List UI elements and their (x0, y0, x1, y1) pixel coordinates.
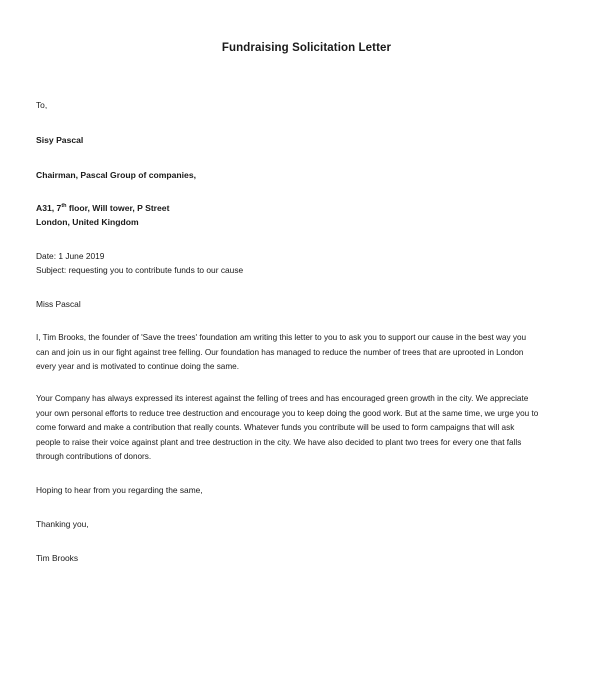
greeting: Miss Pascal (36, 299, 81, 309)
address-line-1-prefix: A31, 7 (36, 203, 62, 213)
to-label: To, (36, 100, 48, 110)
recipient-title: Chairman, Pascal Group of companies, (36, 170, 196, 180)
address-line-1-suffix: floor, Will tower, P Street (66, 203, 170, 213)
paragraph-2-line: come forward and make a contribution that really counts. Whatever funds you contribute will be used to form campaigns that will ask (36, 423, 515, 432)
address-line-2: London, United Kingdom (36, 217, 139, 227)
paragraph-1-line: every year and is motivated to continue doing the same. (36, 362, 239, 371)
letter-title: Fundraising Solicitation Letter (221, 42, 392, 54)
signature-name: Tim Brooks (36, 553, 79, 563)
paragraph-1-line: can and join us in our fight against tree felling. Our foundation has managed to reduce the number of trees that are uprooted in London (36, 347, 524, 357)
recipient-name: Sisy Pascal (36, 135, 84, 145)
paragraph-2-line: your own personal efforts to reduce tree destruction and encourage you to keep doing the good work. But at the same time, we urge you to (36, 408, 539, 418)
address-line-1 (36, 203, 169, 214)
paragraph-1-line: I, Tim Brooks, the founder of 'Save the trees' foundation am writing this letter to you to ask you to support our cause in the best way you (36, 333, 527, 342)
letter-subject: Subject: requesting you to contribute funds to our cause (36, 265, 244, 275)
thanks-line: Thanking you, (36, 519, 89, 529)
paragraph-2-line: through contributions of donors. (36, 452, 152, 461)
address-ordinal-suffix: th (61, 203, 67, 210)
paragraph-2-line: people to raise their voice against plant and tree destruction in the city. We have also decided to plant two trees for every one that falls (36, 437, 522, 447)
closing-line: Hoping to hear from you regarding the same, (36, 485, 203, 495)
paragraph-2-line: Your Company has always expressed its interest against the felling of trees and has encouraged green growth in the city. We appreciate (36, 394, 529, 403)
paragraph-1 (36, 331, 582, 375)
letter-date: Date: 1 June 2019 (36, 251, 105, 261)
paragraph-2 (36, 392, 582, 465)
